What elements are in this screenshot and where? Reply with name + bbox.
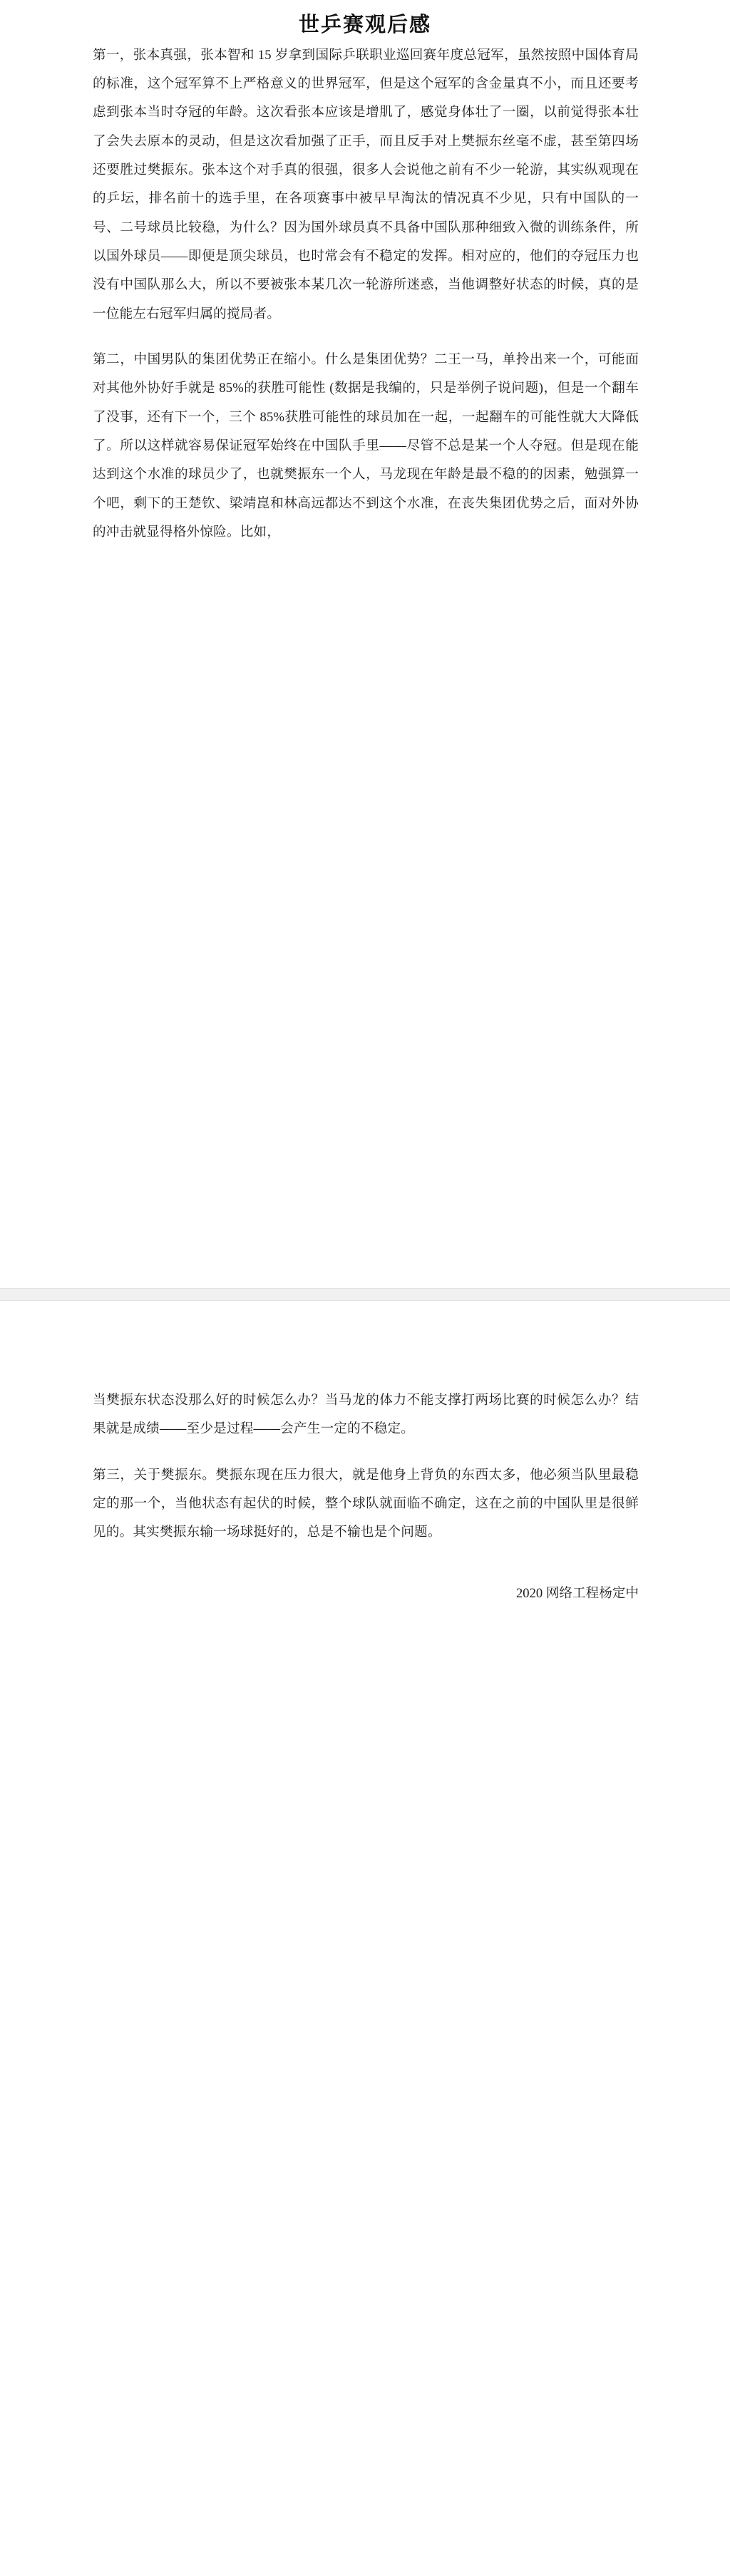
page-title: 世乒赛观后感 [298,14,431,36]
document-page-2 [0,1301,730,2576]
paragraph: 当樊振东状态没那么好的时候怎么办？当马龙的体力不能支撑打两场比赛的时候怎么办？结果就是成绩——至少是过程——会产生一定的不稳定。 [93,1393,639,1437]
paragraph: 第二，中国男队的集团优势正在缩小。什么是集团优势？二王一马，单拎出来一个，可能面对其他外协好手就是 85%的获胜可能性 (数据是我编的，只是举例子说问题)，但是一个翻车了没事，还有下一个，三个 85%获胜可能性的球员加在一起，一起翻车的可能性就大大降低了。所以这样就容易保证冠军始终在中国队手里——尽管不总是某一个人夺冠。但是现在能达到这个水准的球员少了，也就樊振东一个人，马龙现在年龄是最不稳的的因素，勉强算一个吧，剩下的王楚钦、梁靖崑和林高远都达不到这个水准，在丧失集团优势之后，面对外协的冲击就显得格外惊险。比如， [93,351,639,540]
footer-whitespace [93,1607,639,1671]
page-bottom-whitespace [93,564,639,662]
paragraph: 第三，关于樊振东。樊振东现在压力很大，就是他身上背负的东西太多，他必须当队里最稳定的那一个，当他状态有起伏的时候，整个球队就面临不确定，这在之前的中国队里是很鲜见的。其实樊振东输一场球挺好的，总是不输也是个问题。 [93,1467,639,1540]
document-signature: 2020 网络工程杨定中 [516,1585,639,1601]
paragraph: 第一，张本真强，张本智和 15 岁拿到国际乒联职业巡回赛年度总冠军，虽然按照中国体育局的标准，这个冠军算不上严格意义的世界冠军，但是这个冠军的含金量真不小，而且还要考虑到张本当时夺冠的年龄。这次看张本应该是增肌了，感觉身体壮了一圈，以前觉得张本壮了会失去原本的灵动，但是这次看加强了正手，而且反手对上樊振东丝毫不虚，甚至第四场还要胜过樊振东。张本这个对手真的很强，很多人会说他之前有不少一轮游，其实纵观现在的乒坛，排名前十的选手里，在各项赛事中被早早淘汰的情况真不少见，只有中国队的一号、二号球员比较稳，为什么？因为国外球员真不具备中国队那种细致入微的训练条件，所以国外球员——即便是顶尖球员，也时常会有不稳定的发挥。相对应的，他们的夺冠压力也没有中国队那么大，所以不要被张本某几次一轮游所迷惑，当他调整好状态的时候，真的是一位能左右冠军归属的搅局者。 [93,47,639,321]
page-2-body [0,1386,730,1671]
page-break-divider [0,1288,730,1301]
page-1-body [0,41,730,663]
